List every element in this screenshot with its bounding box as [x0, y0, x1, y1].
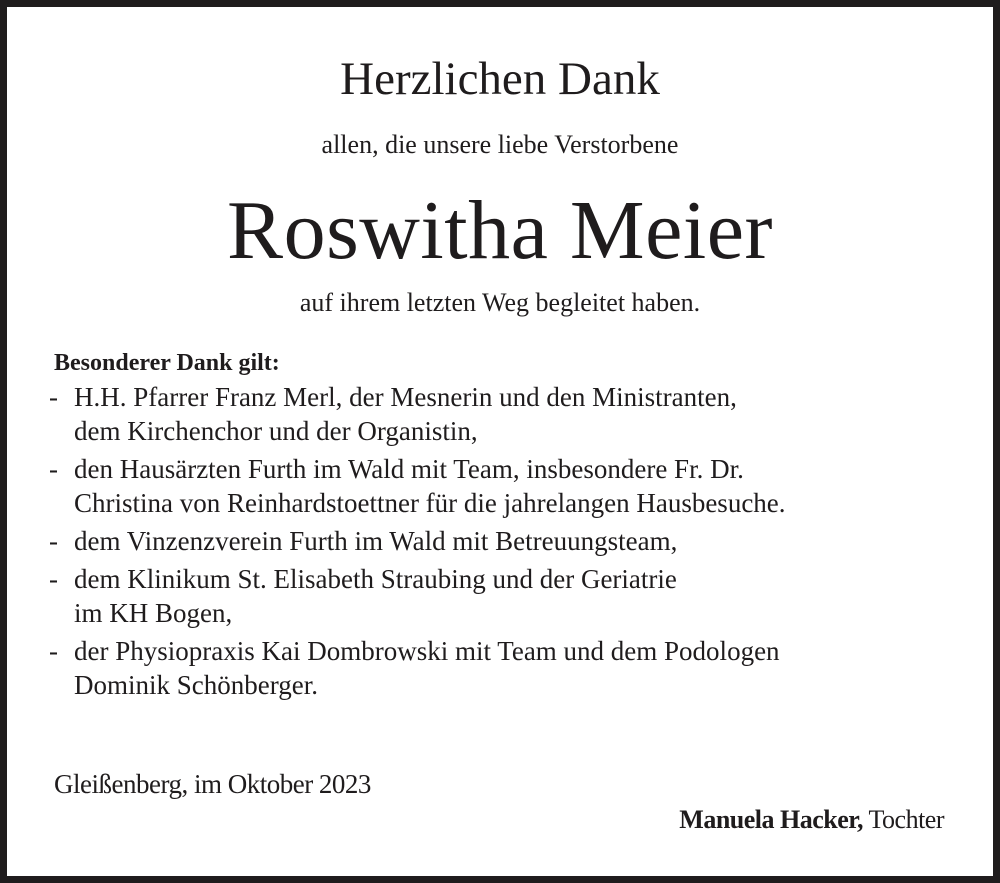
outro-text: auf ihrem letzten Weg begleitet haben. [299, 288, 701, 317]
heading: Herzlichen Dank [340, 53, 660, 105]
signature [679, 803, 944, 837]
thanks-item-line: dem Vinzenzverein Furth im Wald mit Betreuungsteam, [74, 526, 678, 556]
signature-name: Manuela Hacker, [679, 805, 863, 834]
thanks-item-line: Dominik Schönberger. [74, 670, 318, 700]
dash-bullet: - [49, 454, 58, 484]
deceased-name: Roswitha Meier [227, 184, 773, 277]
thanks-item [49, 452, 969, 520]
thanks-item-line: dem Klinikum St. Elisabeth Straubing und der Geriatrie [74, 564, 677, 594]
dash-bullet: - [49, 636, 58, 666]
thanks-item-line: den Hausärzten Furth im Wald mit Team, insbesondere Fr. Dr. [74, 454, 744, 484]
thanks-item [49, 634, 969, 702]
place-date: Gleißenberg, im Oktober 2023 [54, 769, 371, 799]
dash-bullet: - [49, 564, 58, 594]
dash-bullet: - [49, 526, 58, 556]
thanks-item-line: dem Kirchenchor und der Organistin, [74, 416, 478, 446]
special-thanks-title: Besonderer Dank gilt: [54, 350, 280, 376]
dash-bullet: - [49, 382, 58, 412]
thanks-item [49, 562, 969, 630]
intro-text: allen, die unsere liebe Verstorbene [321, 130, 679, 159]
thanks-item-line: Christina von Reinhardstoettner für die jahrelangen Hausbesuche. [74, 488, 786, 518]
thanks-item-line: H.H. Pfarrer Franz Merl, der Mesnerin und den Ministranten, [74, 382, 737, 412]
thanks-item-line: der Physiopraxis Kai Dombrowski mit Team und dem Podologen [74, 636, 780, 666]
signature-relation: Tochter [868, 805, 944, 834]
thanks-item-line: im KH Bogen, [74, 598, 233, 628]
thanks-list [49, 380, 969, 706]
thanks-item [49, 524, 969, 558]
thanks-item [49, 380, 969, 448]
